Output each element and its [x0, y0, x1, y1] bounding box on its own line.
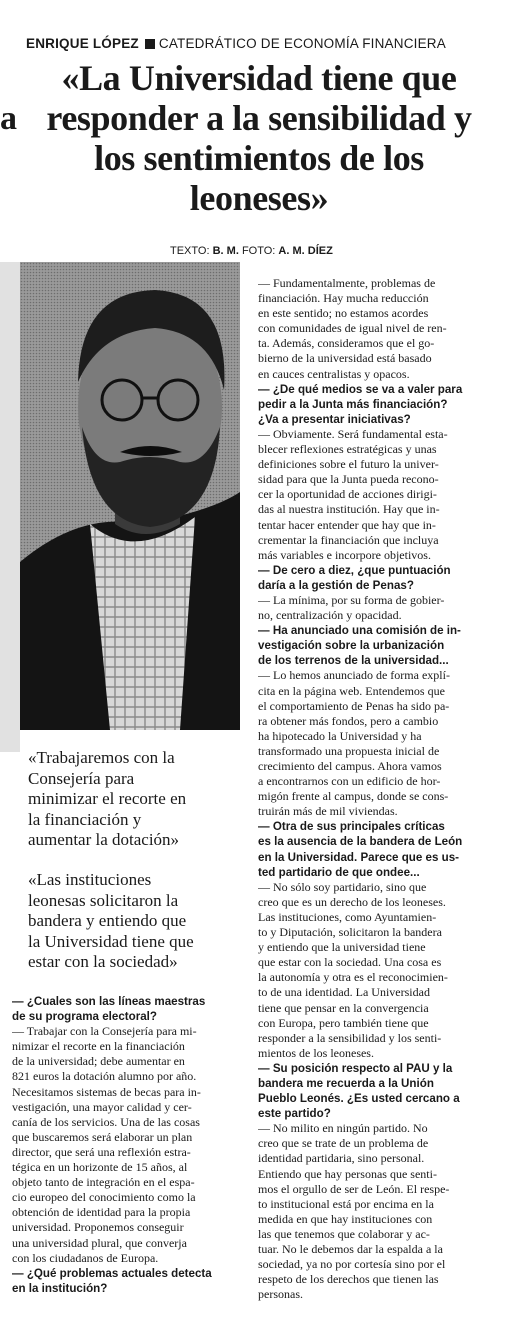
interview-answer-line: director, que será una reflexión estra-: [12, 1144, 191, 1159]
interview-answer-line: la autonomía y otra es el reconocimien-: [258, 970, 448, 985]
interview-answer-line: obtención de identidad para la propia: [12, 1205, 191, 1220]
interview-answer-line: cer la oportunidad de acciones dirigi-: [258, 487, 437, 502]
interview-question-line: — De cero a diez, ¿que puntuación: [258, 563, 451, 577]
pullquote: [28, 870, 240, 973]
interview-answer-line: mos el orgullo de ser de León. El respe-: [258, 1181, 450, 1196]
pullquote-line: estar con la sociedad»: [28, 952, 178, 971]
interview-answer-line: no, centralización y opacidad.: [258, 608, 402, 623]
interview-answer-line: sociedad, ya no por cortesía sino por el: [258, 1257, 446, 1272]
interview-answer-line: transformado una propuesta inicial de: [258, 743, 440, 758]
interview-answer-line: — No sólo soy partidario, sino que: [258, 879, 427, 894]
interview-answer-line: bierno de la universidad está basado: [258, 351, 432, 366]
interview-answer-line: to de una identidad. La Universidad: [258, 985, 430, 1000]
interview-answer-line: creo que se trate de un problema de: [258, 1136, 429, 1151]
interview-answer-line: cita en la página web. Entendemos que: [258, 683, 445, 698]
interview-answer-line: con los ciudadanos de Europa.: [12, 1250, 159, 1265]
interview-answer-line: el comportamiento de Penas ha sido pa-: [258, 698, 450, 713]
interview-answer-line: con Europa, pero también tiene que: [258, 1015, 429, 1030]
interview-answer-line: tiene que pensar en la convergencia: [258, 1000, 429, 1015]
interview-answer-line: to institucional está por encima en la: [258, 1196, 434, 1211]
interview-question-line: Pueblo Leonés. ¿Es usted cercano a: [258, 1092, 460, 1106]
interview-answer-line: ha hipotecado la Universidad y ha: [258, 728, 422, 743]
interview-answer-line: tégica en un horizonte de 15 años, al: [12, 1160, 188, 1175]
interview-answer-line: canía de los servicios. Una de las cosas: [12, 1114, 200, 1129]
interview-question-line: este partido?: [258, 1107, 331, 1121]
pullquote-line: leonesas solicitaron la: [28, 890, 179, 910]
headline: [20, 58, 498, 218]
pullquote-line: bandera y entiendo que: [28, 911, 187, 930]
interview-answer-line: — Lo hemos anunciado de forma explí-: [258, 668, 450, 683]
interview-answer-line: — Trabajar con la Consejería para mi-: [12, 1024, 197, 1039]
interview-question-line: — ¿De qué medios se va a valer para: [258, 382, 463, 396]
interview-question-line: en la Universidad. Parece que es us-: [258, 850, 460, 864]
interview-answer-line: que estar con la sociedad. Una cosa es: [258, 955, 442, 970]
interview-question-line: ¿Va a presentar iniciativas?: [258, 412, 411, 426]
interview-question-line: es la ausencia de la bandera de León: [258, 835, 463, 849]
interview-question-line: bandera me recuerda a la Unión: [258, 1076, 434, 1090]
interview-answer-line: tuar. No le debemos dar la espalda a la: [258, 1242, 443, 1256]
interview-answer-line: ra obtener más fondos, pero a cambio: [258, 713, 439, 728]
interview-answer-line: — La mínima, por su forma de gobier-: [258, 592, 445, 607]
pullquote-line: «Las instituciones: [28, 870, 152, 889]
interview-answer-line: tentar hacer entender que hay que in-: [258, 517, 436, 532]
author-role: CATEDRÁTICO DE ECONOMÍA FINANCIERA: [158, 36, 446, 51]
text-label: TEXTO:: [170, 245, 210, 257]
pullquote-line: minimizar el recorte en: [28, 789, 187, 808]
interview-answer-line: — No milito en ningún partido. No: [258, 1121, 428, 1136]
interview-answer-line: das al nuestra institución. Hay que in-: [258, 502, 440, 517]
interview-answer-line: sidad para que la Junta pueda recono-: [258, 472, 439, 487]
interview-answer-line: una universidad plural, que converja: [12, 1235, 187, 1250]
interview-question-line: daría a la gestión de Penas?: [258, 578, 414, 592]
interview-answer-line: Entiendo que hay personas que senti-: [258, 1166, 437, 1181]
interview-answer-line: 821 euros la dotación alumno por año.: [12, 1069, 197, 1084]
interview-answer-line: financiación. Hay mucha reducción: [258, 291, 429, 306]
interview-question-line: vestigación sobre la urbanización: [258, 639, 445, 653]
pullquote-line: Consejería para: [28, 768, 135, 788]
interview-question-line: — Otra de sus principales críticas: [258, 820, 445, 834]
interview-answer-line: to y Diputación, solicitaron la bandera: [258, 925, 442, 940]
headline-line: «La Universidad tiene que: [61, 58, 457, 98]
text-author: B. M.: [212, 245, 239, 257]
interview-answer-line: creo que es un derecho de los leoneses.: [258, 894, 446, 909]
interview-question-line: pedir a la Junta más financiación?: [258, 397, 448, 411]
interview-answer-line: de la universidad; debe aumentar en: [12, 1054, 185, 1069]
interview-answer-line: ta. Además, consideramos que el go-: [258, 336, 435, 351]
interview-answer-line: responder a la sensibilidad y los senti-: [258, 1030, 442, 1045]
interview-answer-line: en cauces centralistas y opacos.: [258, 366, 410, 381]
interview-question-line: — Ha anunciado una comisión de in-: [258, 624, 461, 638]
headline-line: los sentimientos de los: [94, 138, 424, 178]
article-column-right: [258, 276, 484, 1302]
interview-question-line: de los terrenos de la universidad...: [258, 654, 449, 668]
interview-answer-line: con comunidades de igual nivel de ren-: [258, 321, 447, 336]
interview-question-line: — ¿Cuales son las líneas maestras: [12, 995, 206, 1008]
interview-question-line: — ¿Qué problemas actuales detecta: [12, 1266, 212, 1280]
interview-answer-line: a encontrarnos con un edificio de hor-: [258, 774, 441, 789]
interview-answer-line: objeto tanto de integración en el espa-: [12, 1175, 195, 1190]
adjacent-photo-strip: [0, 262, 20, 752]
pullquote-line: la financiación y: [28, 809, 142, 829]
interview-answer-line: las que tenemos que colaborar y ac-: [258, 1226, 430, 1241]
interview-answer-line: crementar la financiación que incluya: [258, 532, 439, 547]
interview-answer-line: truirán más de mil viviendas.: [258, 804, 398, 819]
interview-answer-line: Las instituciones, como Ayuntamien-: [258, 909, 437, 924]
pullquote-line: la Universidad tiene que: [28, 931, 194, 951]
adjacent-article-fragment: a: [0, 100, 17, 137]
photo-label: FOTO:: [241, 245, 276, 257]
portrait-illustration: [20, 262, 240, 730]
pullquote-line: aumentar la dotación»: [28, 830, 180, 849]
interview-answer-line: crecimiento del campus. Ahora vamos: [258, 759, 442, 773]
author-name: ENRIQUE LÓPEZ: [26, 36, 139, 51]
interview-question-line: — Su posición respecto al PAU y la: [258, 1061, 453, 1075]
interview-answer-line: universidad. Proponemos conseguir: [12, 1220, 184, 1235]
interview-answer-line: nimizar el recorte en la financiación: [12, 1039, 185, 1054]
interview-question-line: en la institución?: [12, 1281, 108, 1295]
interview-answer-line: en este sentido; no estamos acordes: [258, 306, 429, 321]
square-bullet-icon: [145, 39, 155, 49]
kicker: [26, 36, 446, 51]
interview-answer-line: que buscaremos será elaborar un plan: [12, 1129, 193, 1144]
interview-answer-line: identidad partidaria, sino personal.: [258, 1151, 425, 1166]
article-column-left: [12, 994, 238, 1296]
interview-answer-line: — Obviamente. Será fundamental esta-: [258, 426, 448, 441]
interview-answer-line: medida en que hay instituciones con: [258, 1211, 433, 1226]
interview-answer-line: definiciones sobre el futuro la univer-: [258, 457, 439, 472]
interview-answer-line: mientos de los leoneses.: [258, 1045, 374, 1060]
interview-answer-line: y entiendo que la universidad tiene: [258, 940, 426, 955]
interview-answer-line: personas.: [258, 1287, 303, 1302]
pullquote-line: «Trabajaremos con la: [28, 748, 175, 767]
interview-answer-line: blecer reflexiones estratégicas y unas: [258, 442, 437, 457]
pullquote: [28, 748, 240, 851]
interview-answer-line: vestigación, una mayor calidad y cer-: [12, 1099, 192, 1114]
interview-question-line: ted partidario de que ondee...: [258, 865, 420, 879]
headline-line: leoneses»: [189, 178, 329, 218]
interview-answer-line: Necesitamos sistemas de becas para in-: [12, 1084, 201, 1099]
photo-author: A. M. DÍEZ: [278, 245, 333, 257]
headline-line: responder a la sensibilidad y: [46, 98, 472, 138]
interview-answer-line: más variables e incorpore objetivos.: [258, 547, 431, 562]
portrait-photo: [20, 262, 240, 730]
interview-answer-line: migón frente al campus, donde se cons-: [258, 789, 449, 804]
byline-credit: [170, 245, 333, 257]
interview-question-line: de su programa electoral?: [12, 1010, 157, 1024]
interview-answer-line: respeto de los derechos que tienen las: [258, 1272, 439, 1287]
interview-answer-line: cio europeo del conocimiento como la: [12, 1190, 196, 1205]
interview-answer-line: — Fundamentalmente, problemas de: [258, 276, 436, 290]
